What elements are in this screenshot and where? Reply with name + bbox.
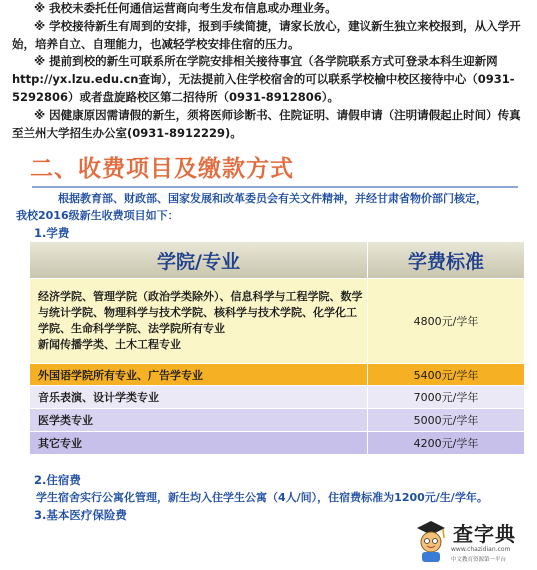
fee-cell: 5400元/学年 [367,364,524,385]
fee-cell: 5000元/学年 [367,409,524,431]
college-cell: 医学类专业 [38,414,93,427]
note-4: ※ 因健康原因需请假的新生，须将医师诊断书、住院证明、请假申请（注明请假起止时间）传真至兰州大学招生办公室(0931-8912229)。 [12,107,521,140]
intro-text [16,190,521,224]
table-header-row [30,242,524,279]
table-row [30,386,524,409]
note-1: ※ 我校未委托任何通信运营商向考生发布信息或办理业务。 [34,1,337,15]
title-divider [32,186,518,188]
notes-block [12,0,526,142]
college-cell: 经济学院、管理学院（政治学类除外）、信息科学与工程学院、数学与统计学院、物理科学与技术学院、核科学与技术学院、化学化工学院、生命科学学院、法学院所有专业 新闻传播学类、土木工程专业 [38,290,363,351]
table-row [30,409,524,432]
section-title: 二、收费项目及缴款方式 [30,156,294,182]
fee-cell: 7000元/学年 [367,386,524,408]
tuition-table [30,242,524,455]
header-fee: 学费标准 [367,242,524,278]
logo-tagline: 中文教育资源第一平台 [451,557,507,563]
logo-brand: 查字典 [453,522,516,546]
subheading-dorm: 2.住宿费 [34,473,81,487]
college-cell: 其它专业 [38,437,82,450]
intro-line-1: 根据教育部、财政部、国家发展和改革委员会有关文件精神，并经甘肃省物价部门核定， [58,192,487,205]
table-row [30,364,524,386]
watermark-logo [413,516,531,566]
subheading-tuition: 1.学费 [34,226,70,240]
note-2: ※ 学校接待新生有周到的安排，报到手续简捷，请家长放心，建议新生独立来校报到，从入学开始，培养自立、自理能力，也减轻学校安排住宿的压力。 [12,18,521,51]
dorm-fee-text: 学生宿舍实行公寓化管理，新生均入住学生公寓（4人/间），住宿费标准为1200元/生/学年。 [36,491,488,504]
fee-cell: 4800元/学年 [367,279,524,363]
header-college: 学院/专业 [157,250,240,273]
fee-cell: 4200元/学年 [367,432,524,454]
intro-line-2: 我校2016级新生收费项目如下： [16,209,179,222]
table-row [30,432,524,455]
college-cell: 外国语学院所有专业、广告学专业 [38,368,203,382]
mascot-icon [413,518,449,564]
college-cell: 音乐表演、设计学类专业 [38,391,159,404]
table-row [30,279,524,364]
subheading-insurance: 3.基本医疗保险费 [34,508,127,522]
note-3: ※ 提前到校的新生可联系所在学院安排相关接待事宜（各学院联系方式可登录本科生迎新网http://yx.lzu.edu.cn查询），无法提前入住学校宿舍的可以联系学校榆中校区接待中心（0931-5292806）或者盘旋路校区第二招待所（0931-8912806）。 [12,54,515,104]
logo-url: www.chazidian.com [451,546,511,553]
